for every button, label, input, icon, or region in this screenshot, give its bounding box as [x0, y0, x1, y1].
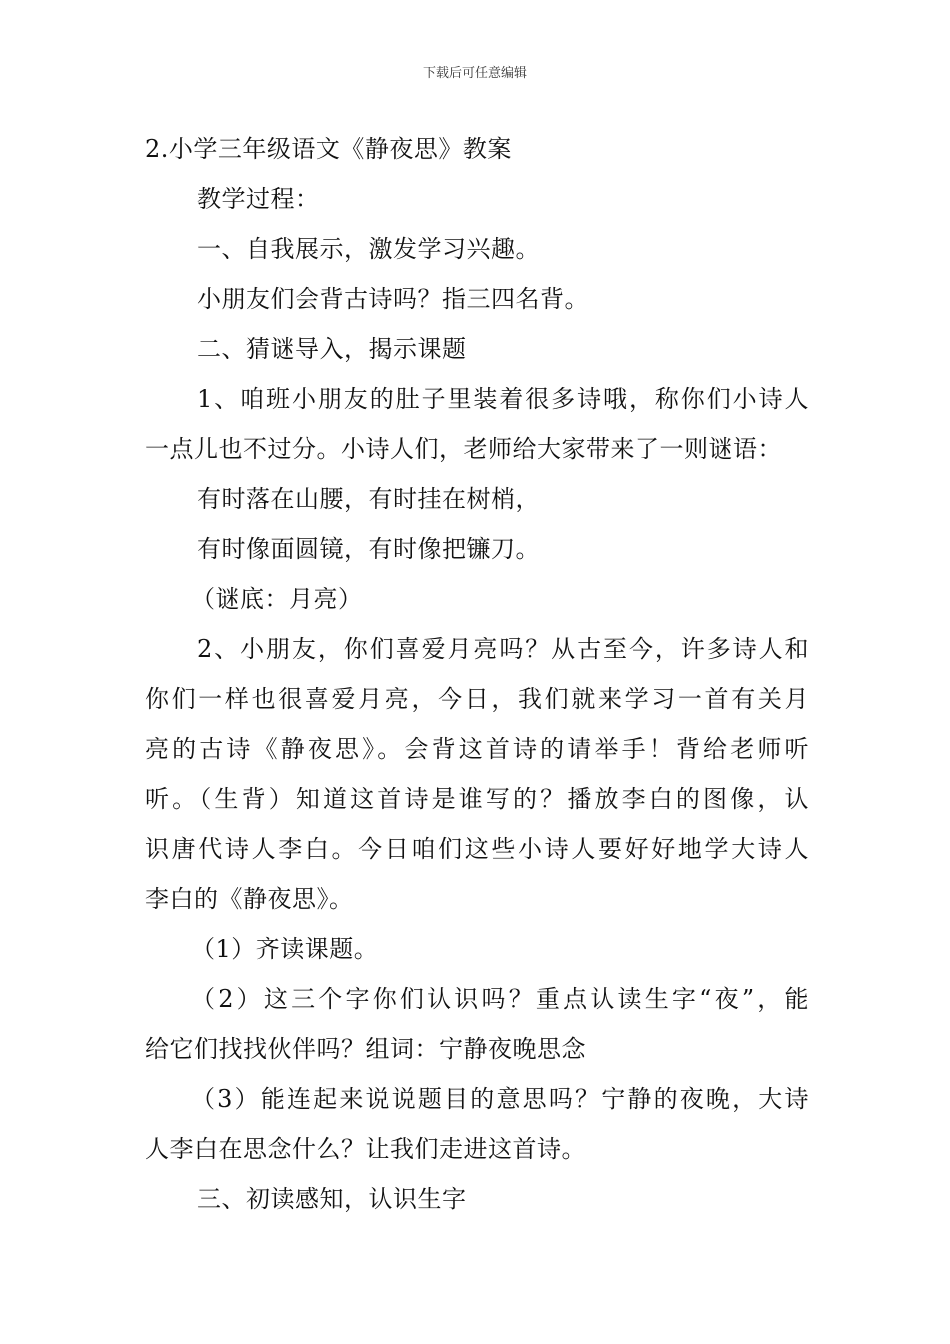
paragraph-line: 一点儿也不过分。小诗人们，老师给大家带来了一则谜语： — [145, 435, 782, 463]
paragraph-line: 小朋友们会背古诗吗？指三四名背。 — [197, 285, 589, 313]
paragraph-line: 给它们找找伙伴吗？组词：宁静夜晚思念 — [145, 1035, 586, 1063]
riddle-line: 有时像面圆镜，有时像把镰刀。 — [197, 535, 540, 563]
list-item: （2）这三个字你们认识吗？重点认读生字“夜”，能 — [191, 985, 809, 1013]
document-body — [145, 124, 809, 1224]
paragraph-line: 李白的《静夜思》。 — [145, 885, 354, 913]
section-heading-3: 三、初读感知，认识生字 — [197, 1185, 467, 1213]
riddle-line: 有时落在山腰，有时挂在树梢， — [197, 485, 540, 513]
section-heading-1: 一、自我展示，激发学习兴趣。 — [197, 235, 540, 263]
section-heading-process: 教学过程： — [197, 185, 320, 213]
paragraph-line: 1、咱班小朋友的肚子里装着很多诗哦，称你们小诗人 — [197, 385, 809, 413]
section-heading-2: 二、猜谜导入，揭示课题 — [197, 335, 467, 363]
paragraph-line: 人李白在思念什么？让我们走进这首诗。 — [145, 1135, 586, 1163]
list-item: （1）齐读课题。 — [191, 935, 379, 963]
paragraph-line: 亮的古诗《静夜思》。会背这首诗的请举手！背给老师听 — [145, 735, 809, 763]
riddle-answer: （谜底：月亮） — [191, 585, 363, 613]
list-item: （3）能连起来说说题目的意思吗？宁静的夜晚，大诗 — [191, 1085, 809, 1113]
paragraph-line: 2、小朋友，你们喜爱月亮吗？从古至今，许多诗人和 — [197, 635, 809, 663]
page-header: 下载后可任意编辑 — [422, 66, 527, 81]
paragraph-line: 听。（生背）知道这首诗是谁写的？播放李白的图像，认 — [145, 785, 809, 813]
paragraph-line: 你们一样也很喜爱月亮，今日，我们就来学习一首有关月 — [145, 685, 809, 713]
document-title: 2.小学三年级语文《静夜思》教案 — [145, 135, 512, 163]
paragraph-line: 识唐代诗人李白。今日咱们这些小诗人要好好地学大诗人 — [145, 835, 809, 863]
